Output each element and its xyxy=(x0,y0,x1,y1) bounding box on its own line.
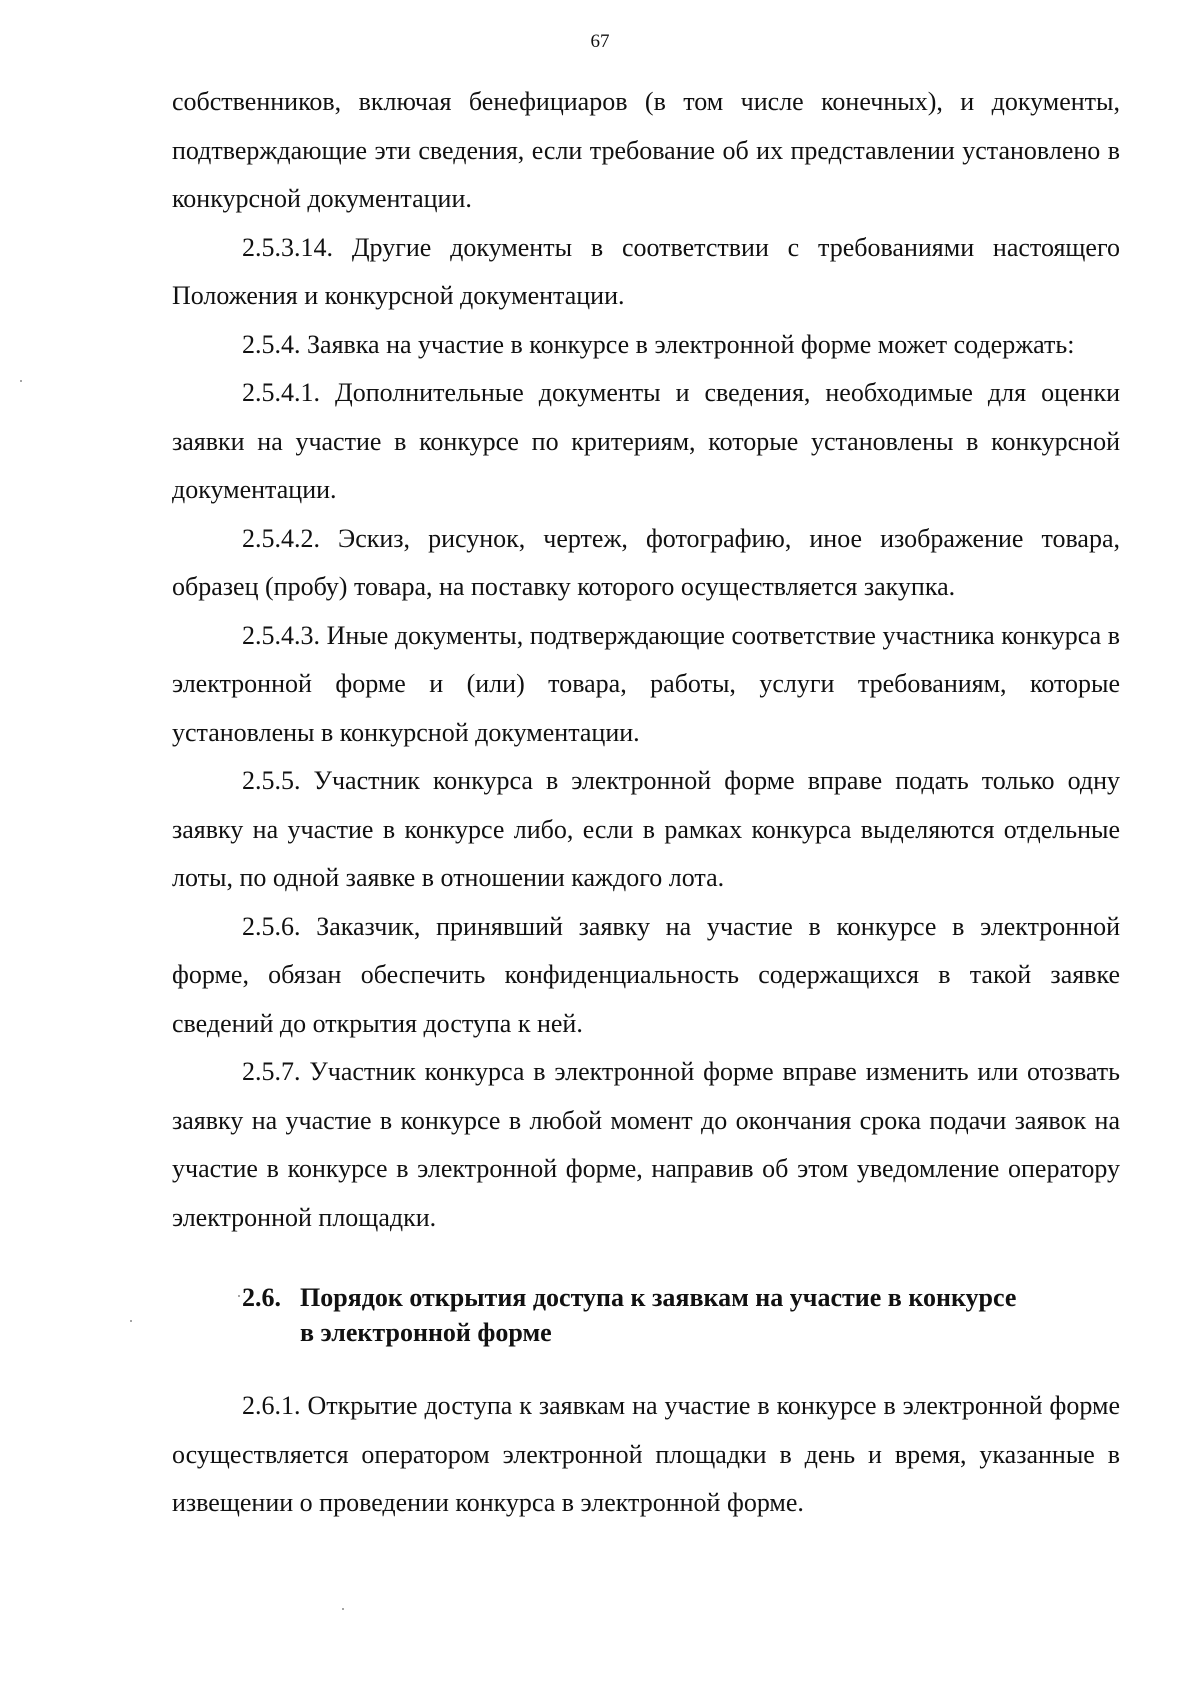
paragraph-2-5-5: 2.5.5. Участник конкурса в электронной форме вправе подать только одну заявку на участие в конкурсе либо, если в рамках конкурса выделяются отдельные лоты, по одной заявке в отношении каждого лота. xyxy=(172,766,1120,892)
section-number: 2.6. xyxy=(242,1283,281,1312)
scan-speck xyxy=(130,1320,132,1322)
paragraph-continuation: собственников, включая бенефициаров (в том числе конечных), и документы, подтверждающие эти сведения, если требование об их представлении установлено в конкурсной документации. xyxy=(172,87,1120,213)
scan-speck xyxy=(342,1608,344,1610)
document-body xyxy=(172,78,1120,1528)
paragraph-2-5-3-14: 2.5.3.14. Другие документы в соответствии с требованиями настоящего Положения и конкурсной документации. xyxy=(172,232,1120,310)
paragraph-2-5-6: 2.5.6. Заказчик, принявший заявку на участие в конкурсе в электронной форме, обязан обеспечить конфиденциальность содержащихся в такой заявке сведений до открытия доступа к ней. xyxy=(172,911,1120,1038)
paragraph-2-6-1: 2.6.1. Открытие доступа к заявкам на участие в конкурсе в электронной форме осуществляется оператором электронной площадки в день и время, указанные в извещении о проведении конкурса в электронной форме. xyxy=(172,1391,1120,1517)
section-heading-2-6 xyxy=(172,1280,1120,1350)
paragraph-2-5-7: 2.5.7. Участник конкурса в электронной форме вправе изменить или отозвать заявку на участие в конкурсе в любой момент до окончания срока подачи заявок на участие в конкурсе в электронной форме, направив об этом уведомление оператору электронной площадки. xyxy=(172,1057,1120,1232)
page-number: 67 xyxy=(590,31,610,52)
section-title-line2: в электронной форме xyxy=(300,1318,552,1347)
scan-speck xyxy=(20,380,22,382)
paragraph-2-5-4-3: 2.5.4.3. Иные документы, подтверждающие соответствие участника конкурса в электронной форме и (или) товара, работы, услуги требованиям, которые установлены в конкурсной документации. xyxy=(172,620,1120,747)
paragraph-2-5-4-2: 2.5.4.2. Эскиз, рисунок, чертеж, фотографию, иное изображение товара, образец (пробу) товара, на поставку которого осуществляется закупка. xyxy=(172,523,1120,601)
paragraph-2-5-4-1: 2.5.4.1. Дополнительные документы и сведения, необходимые для оценки заявки на участие в конкурсе по критериям, которые установлены в конкурсной документации. xyxy=(172,378,1120,504)
section-title-line1: Порядок открытия доступа к заявкам на участие в конкурсе xyxy=(300,1283,1017,1312)
scan-speck xyxy=(238,1295,240,1297)
paragraph-2-5-4: 2.5.4. Заявка на участие в конкурсе в электронной форме может содержать: xyxy=(242,329,1075,359)
